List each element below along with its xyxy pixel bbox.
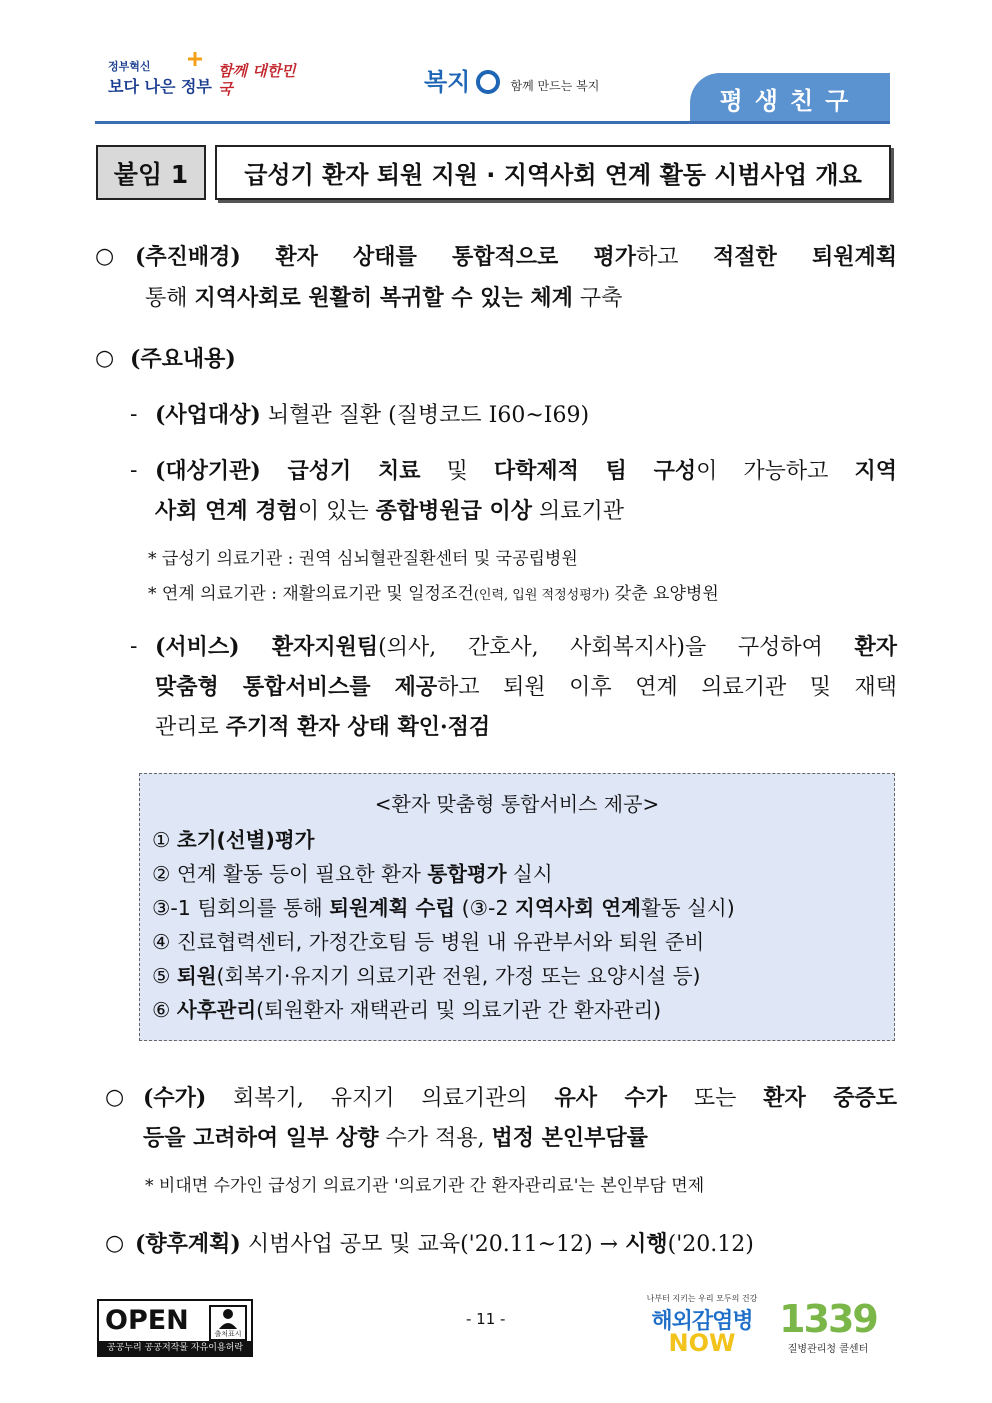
fee-emphasis: 환자 중증도 bbox=[763, 1085, 897, 1111]
step-text: (회복기·유지기 의료기관 전원, 가정 또는 요양시설 등) bbox=[216, 964, 701, 988]
target-label: (사업대상) bbox=[155, 402, 261, 428]
background-emphasis: 지역사회로 원활히 복귀할 수 있는 체계 bbox=[194, 285, 573, 311]
logo-innovation-main: 보다 나은 정부 bbox=[108, 77, 212, 96]
note-linked-paren: (인력, 입원 적정성평가) bbox=[473, 588, 610, 603]
circle-bullet: ○ bbox=[95, 244, 115, 269]
service-emphasis: 환자 bbox=[854, 634, 898, 660]
institution-text: 및 bbox=[420, 459, 494, 484]
plan-text: 시범사업 공모 및 교육('20.11~12) → bbox=[240, 1232, 626, 1257]
fee-emphasis: 유사 수가 bbox=[554, 1085, 668, 1111]
overseas-disease-now: NOW bbox=[668, 1329, 736, 1357]
plan-text: ('20.12) bbox=[667, 1232, 754, 1257]
background-emphasis: 적절한 퇴원계획 bbox=[713, 244, 897, 270]
plan-label: (향후계획) bbox=[135, 1231, 241, 1257]
overseas-disease-logo bbox=[642, 1293, 762, 1357]
circle-bullet: ○ bbox=[105, 1231, 125, 1256]
fee-line-1 bbox=[143, 1077, 897, 1120]
step-text: ③-1 팀회의를 통해 bbox=[152, 896, 330, 920]
attachment-tag: 붙임 1 bbox=[96, 145, 206, 200]
person-icon bbox=[211, 1307, 245, 1329]
fee-line-2 bbox=[143, 1117, 648, 1160]
hotline-number: 1339 bbox=[779, 1297, 877, 1341]
institution-line-2 bbox=[155, 490, 624, 533]
service-line-2 bbox=[155, 666, 897, 709]
step-emphasis: 퇴원계획 수립 bbox=[329, 896, 456, 920]
circle-bullet: ○ bbox=[95, 346, 115, 371]
service-text: 관리로 bbox=[155, 715, 226, 740]
page-number: - 11 - bbox=[466, 1310, 506, 1328]
step-emphasis: 사후관리 bbox=[176, 998, 257, 1022]
plus-icon bbox=[186, 50, 204, 68]
step-text: 실시 bbox=[506, 862, 553, 886]
step-emphasis: 초기(선별)평가 bbox=[176, 828, 315, 852]
header-logo-innovation bbox=[108, 58, 212, 97]
hotline-logo bbox=[772, 1298, 884, 1355]
institution-text: 이 있는 bbox=[297, 499, 376, 524]
service-box bbox=[139, 773, 895, 1041]
fee-text: 또는 bbox=[667, 1086, 764, 1111]
open-license-sub: 출처표시 bbox=[214, 1330, 242, 1338]
header-divider bbox=[95, 121, 890, 124]
institution-emphasis: 급성기 치료 bbox=[260, 458, 421, 484]
main-content-label: (주요내용) bbox=[130, 346, 236, 372]
service-emphasis: 환자지원팀 bbox=[239, 634, 379, 660]
fee-text: 회복기, 유지기 의료기관의 bbox=[206, 1086, 555, 1111]
service-line-1 bbox=[155, 626, 897, 669]
service-emphasis: 맞춤형 통합서비스를 제공 bbox=[155, 674, 438, 700]
background-text: 하고 bbox=[635, 245, 714, 270]
logo-welfare bbox=[424, 62, 604, 102]
service-line-3 bbox=[155, 706, 490, 749]
circle-bullet: ○ bbox=[105, 1085, 125, 1110]
service-text: (의사, 간호사, 사회복지사)을 구성하여 bbox=[378, 635, 855, 660]
service-text: 하고 퇴원 이후 연계 의료기관 및 재택 bbox=[437, 675, 897, 700]
service-step-4: ④ 진료협력센터, 가정간호팀 등 병원 내 유관부서와 퇴원 준비 bbox=[152, 930, 705, 954]
dash-bullet: - bbox=[130, 634, 138, 659]
welfare-circle-icon bbox=[475, 69, 501, 95]
dash-bullet: - bbox=[130, 458, 138, 483]
institution-label: (대상기관) bbox=[155, 458, 261, 484]
step-text: ② 연계 활동 등이 필요한 환자 bbox=[152, 862, 428, 886]
fee-emphasis: 법정 본인부담률 bbox=[491, 1125, 648, 1151]
service-step-6 bbox=[140, 993, 894, 1027]
overseas-disease-small: 나부터 지키는 우리 모두의 건강 bbox=[646, 1294, 758, 1303]
background-emphasis: 환자 상태를 통합적으로 평가 bbox=[275, 244, 636, 270]
institution-emphasis: 종합병원급 이상 bbox=[375, 498, 533, 524]
background-text: 통해 bbox=[145, 286, 195, 311]
step-emphasis: 통합평가 bbox=[427, 862, 507, 886]
note-linked bbox=[148, 580, 719, 610]
background-line-2 bbox=[145, 277, 622, 320]
logo-welfare-main: 복지 bbox=[424, 68, 471, 96]
background-line-1 bbox=[135, 236, 897, 279]
step-text: ① bbox=[152, 828, 177, 852]
service-step-5 bbox=[140, 959, 894, 993]
open-license-caption: 공공누리 공공저작물 자유이용허락 bbox=[99, 1341, 251, 1355]
fee-emphasis: 등을 고려하여 일부 상향 bbox=[143, 1125, 379, 1151]
step-text: 활동 실시) bbox=[640, 896, 735, 920]
target-line bbox=[155, 394, 589, 437]
page-title: 급성기 환자 퇴원 지원 · 지역사회 연계 활동 시범사업 개요 bbox=[215, 145, 891, 200]
plan-emphasis: 시행 bbox=[625, 1231, 668, 1257]
logo-together-korea: 함께 대한민국 bbox=[218, 62, 296, 98]
institution-emphasis: 지역 bbox=[854, 458, 897, 484]
plan-line bbox=[135, 1223, 754, 1266]
fee-text: 수가 적용, bbox=[378, 1126, 492, 1151]
step-text: (퇴원환자 재택관리 및 의료기관 간 환자관리) bbox=[256, 998, 662, 1022]
logo-innovation-small: 정부혁신 bbox=[108, 60, 151, 73]
step-text: ⑥ bbox=[152, 998, 177, 1022]
logo-welfare-sub: 함께 만드는 복지 bbox=[510, 79, 600, 93]
dash-bullet: - bbox=[130, 402, 138, 427]
open-license-icon-box bbox=[209, 1305, 247, 1341]
service-label: (서비스) bbox=[155, 634, 240, 660]
background-text: 구축 bbox=[572, 286, 623, 311]
target-text: 뇌혈관 질환 (질병코드 I60~I69) bbox=[260, 403, 590, 428]
overseas-disease-main: 해외감염병 bbox=[651, 1309, 753, 1334]
open-license-text: OPEN bbox=[105, 1305, 189, 1336]
background-label: (추진배경) bbox=[135, 244, 241, 270]
institution-emphasis: 사회 연계 경험 bbox=[155, 498, 298, 524]
step-text: ⑤ bbox=[152, 964, 177, 988]
service-step-1 bbox=[140, 823, 894, 857]
note-acute: * 급성기 의료기관 : 권역 심뇌혈관질환센터 및 국공립병원 bbox=[148, 549, 578, 569]
step-emphasis: 지역사회 연계 bbox=[515, 896, 641, 920]
open-license-badge bbox=[97, 1299, 253, 1357]
service-step-3 bbox=[140, 891, 894, 925]
hotline-caption: 질병관리청 콜센터 bbox=[787, 1344, 869, 1355]
step-emphasis: 퇴원 bbox=[176, 964, 217, 988]
note-linked-text: 갖춘 요양병원 bbox=[609, 584, 719, 604]
institution-text: 의료기관 bbox=[532, 499, 625, 524]
header-tab: 평생친구 bbox=[690, 73, 890, 123]
fee-label: (수가) bbox=[143, 1085, 207, 1111]
note-fee: * 비대면 수가인 급성기 의료기관 '의료기관 간 환자관리료'는 본인부담 면제 bbox=[145, 1176, 705, 1196]
institution-emphasis: 다학제적 팀 구성 bbox=[493, 458, 697, 484]
note-linked-text: * 연계 의료기관 : 재활의료기관 및 일정조건 bbox=[148, 584, 474, 604]
institution-line-1 bbox=[155, 450, 897, 493]
service-step-2 bbox=[140, 857, 894, 891]
service-emphasis: 주기적 환자 상태 확인·점검 bbox=[225, 714, 491, 740]
service-box-title: <환자 맞춤형 통합서비스 제공> bbox=[374, 792, 660, 816]
step-text: (③-2 bbox=[455, 896, 516, 920]
institution-text: 이 가능하고 bbox=[696, 459, 855, 484]
